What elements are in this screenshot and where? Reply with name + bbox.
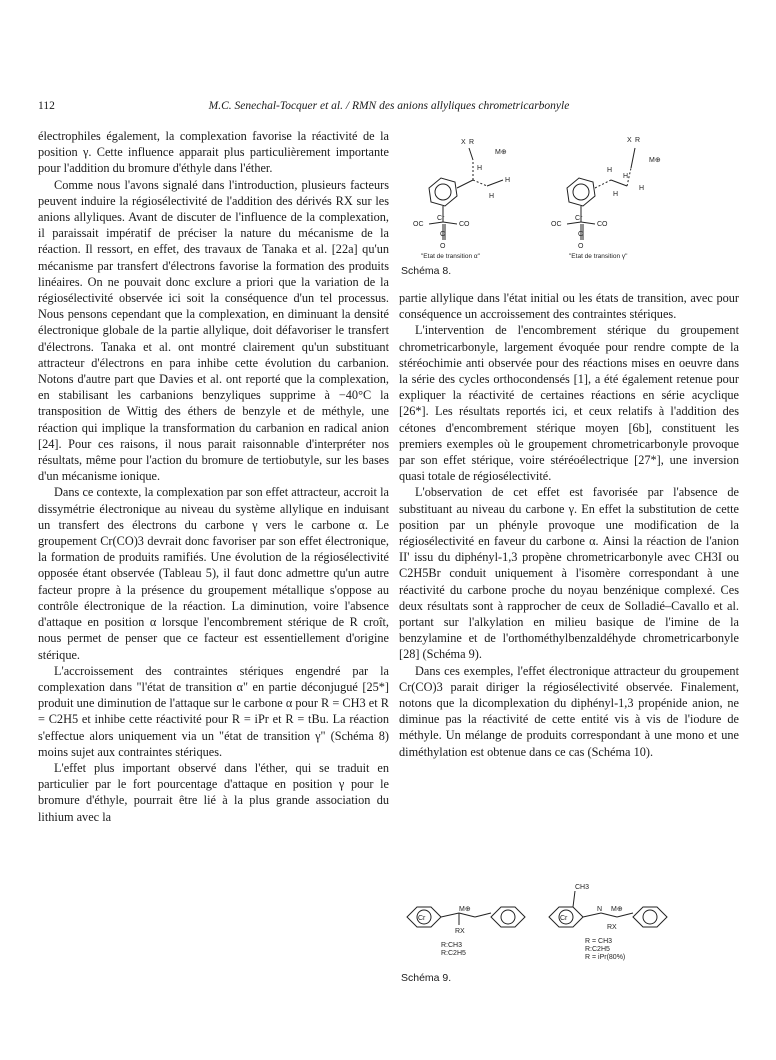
scheme9-left-r2: R:C2H5 (441, 950, 466, 957)
label-rx-scheme9-left: RX (455, 928, 465, 935)
left-paragraph-4: L'accroissement des contraintes stériques engendré par la complexation dans "l'état de transition α" en partie déconjugué [25*] produit une diminution de l'attaque sur le carbone α pour R = CH3 et R = C2H5 et inhibe cette réactivité pour R = iPr et R = tBu. La réaction s'effectue alors uniquement via un "état de transition γ" (Schéma 8) moins sujet aux contraintes stériques. (38, 663, 389, 759)
label-co-left: CO (459, 221, 470, 228)
label-r-left: R (469, 139, 475, 146)
ts-alpha-label: "Etat de transition α" (421, 253, 480, 260)
running-title: M.C. Senechal-Tocquer et al. / RMN des anions allyliques chrometricarbonyle (208, 100, 570, 112)
label-h-right-1: H (607, 167, 613, 174)
label-m-scheme9-left: M⊕ (459, 906, 471, 913)
label-h-left-3: H (489, 193, 495, 200)
scheme-8-structures (399, 128, 739, 278)
label-co-right: CO (597, 221, 608, 228)
scheme-8-caption: Schéma 8. (401, 265, 452, 277)
label-cr-scheme9-right: Cr (560, 915, 568, 922)
scheme-9-caption: Schéma 9. (401, 972, 452, 984)
scheme9-right-r2: R:C2H5 (585, 946, 610, 953)
right-column (399, 290, 739, 760)
right-paragraph-2: L'intervention de l'encombrement stérique du groupement chrometricarbonyle, largement évoquée pour rendre compte de la stéréochimie anti observée pour des réactions mises en oeuvre dans la série des cycles orthocondensés [1], a été également retenue pour expliquer la réactivité de certaines réactions en série acyclique [26*]. Les résultats reportés ici, et ceux relatifs à l'addition des cétones d'encombrement stérique moyen [6b], constituent les premiers exemples où le groupement chrometricarbonyle provoque par son effet stérique, voire stéréoélectrique [27*], une inversion quasi totale de régiosélectivité. (399, 323, 739, 484)
label-cr-right: Cr (575, 215, 583, 222)
label-ch3-scheme9: CH3 (575, 884, 590, 891)
label-cr-left: Cr (437, 215, 445, 222)
left-column (38, 128, 389, 825)
scheme9-right-r1: R = CH3 (585, 938, 613, 945)
label-h-left-2: H (505, 177, 511, 184)
left-paragraph-2: Comme nous l'avons signalé dans l'introduction, plusieurs facteurs peuvent induire la régiosélectivité de l'addition des dérivés RX sur les anions allyliques. Avant de discuter de l'influence de la complexation, il paraissait impératif de préciser la nature du mécanisme de la réaction. Il ressort, en effet, des travaux de Tanaka et al. [22a] qu'un mécanisme par transfert d'électrons favorise la formation des produits linéaires. On ne pouvait donc exclure a priori que la variation de la régiosélectivité observée ici soit la conséquence d'un tel processus. Nous pensons cependant que la complexation, en diminuant la densité électronique globale de la partie allylique, doit défavoriser le transfert d'électrons. Tanaka et al. ont montré clairement qu'un substituant attracteur d'électrons en para inhibe cette évolution du carbanion. Notons d'autre part que Davies et al. ont reporté que la complexation, en stabilisant les carbanions benzyliques supprime à −40°C la transposition de Wittig des éthers de benzyle et de méthyle, une réaction qui implique la transformation du carbanion en radical anion [24]. Pour ces raisons, il nous parait raisonnable d'interpréter nos résultats, même pour l'action du bromure de tertiobutyle, sur les bases d'un mécanisme ionique. (38, 177, 389, 484)
scheme-9-structures (399, 855, 739, 995)
label-h-left-1: H (477, 165, 483, 172)
page-number: 112 (38, 100, 55, 112)
label-x-right: X (627, 137, 632, 144)
scheme-8-figure (399, 128, 739, 278)
aromatic-circle-right (573, 184, 589, 200)
left-paragraph-5: L'effet plus important observé dans l'éther, qui se traduit en particulier par le fort pourcentage d'attaque en position γ pour le bromure d'éthyle, pourrait être lié à la plus grande association du lithium avec la (38, 760, 389, 824)
right-paragraph-4: Dans ces exemples, l'effet électronique attracteur du groupement Cr(CO)3 parait diriger la régiosélectivité observée. Finalement, notons que la dicomplexation du diphényl-1,3 propénide anion, ne diminue pas la réactivité de cette entité vis à vis de l'iodure de méthyle. Un mélange de produits correspondant à une mono et une diméthylation est obtenue dans ce cas (Schéma 10). (399, 663, 739, 759)
running-header (38, 100, 740, 116)
label-c-right: C (578, 231, 584, 238)
label-c-left: C (440, 231, 446, 238)
label-r-right: R (635, 137, 641, 144)
left-paragraph-1: électrophiles également, la complexation favorise la réactivité de la position γ. Cette influence apparait plus particulièrement importante pour l'addition du bromure d'éthyle dans l'éther. (38, 129, 389, 176)
label-oc-left: OC (413, 221, 424, 228)
scheme9-left-r1: R:CH3 (441, 942, 463, 949)
benzene-ring-right (567, 178, 595, 206)
label-h-right-3: H (639, 185, 645, 192)
right-paragraph-1: partie allylique dans l'état initial ou les états de transition, avec pour conséquence un accroissement des contraintes stériques. (399, 291, 739, 322)
label-o-left: O (440, 243, 446, 250)
aromatic-circle-left (435, 184, 451, 200)
left-paragraph-3: Dans ce contexte, la complexation par son effet attracteur, accroit la dissymétrie électronique au niveau du système allylique en induisant un transfert des électrons du carbone γ vers le carbone α. Le groupement Cr(CO)3 devrait donc favoriser par son effet électronique, la formation de produits ramifiés. Une évolution de la régiosélectivité opposée étant observée (Tableau 5), il faut donc admettre qu'un autre facteur propre à la présence du groupement métallique s'oppose au contrôle électronique de la réaction. La diminution, voire l'absence d'attaque en position α lorsque l'encombrement stérique de R croît, nous permet de penser que ce facteur est essentiellement d'origine stérique. (38, 485, 389, 662)
label-m-left: M⊕ (495, 149, 507, 156)
scheme-9-figure (399, 855, 739, 995)
ts-gamma-label: "Etat de transition γ" (569, 253, 628, 260)
label-h-right-2: H (623, 173, 629, 180)
scheme9-right-r3: R = iPr(80%) (585, 954, 626, 961)
label-o-right: O (578, 243, 584, 250)
label-m-right: M⊕ (649, 157, 661, 164)
benzene-ring-left (429, 178, 457, 206)
label-oc-right: OC (551, 221, 562, 228)
label-x-left: X (461, 139, 466, 146)
label-m-scheme9-right: M⊕ (611, 906, 623, 913)
label-cr-scheme9-left: Cr (418, 915, 426, 922)
right-paragraph-3: L'observation de cet effet est favorisée par l'absence de substituant au niveau du carbone γ. En effet la substitution de cette position par un phényle provoque une modification de la régiosélectivité en faveur du carbone α. Ainsi la réaction de l'anion II' issu du diphényl-1,3 propène chrometricarbonyle avec CH3I ou C2H5Br conduit uniquement à l'isomère correspondant à une réactivité du carbone proche du noyau benzénique complexé. Ces deux résultats sont à rapprocher de ceux de Solladié–Cavallo et al. portant sur l'alkylation en milieu basique de l'imine de la benzylamine et de l'orthométhylbenzaldéhyde chrometricarbonyle [28] (Schéma 9). (399, 485, 739, 662)
label-h-right-4: H (613, 191, 619, 198)
label-n-scheme9: N (597, 906, 603, 913)
label-rx-scheme9-right: RX (607, 924, 617, 931)
